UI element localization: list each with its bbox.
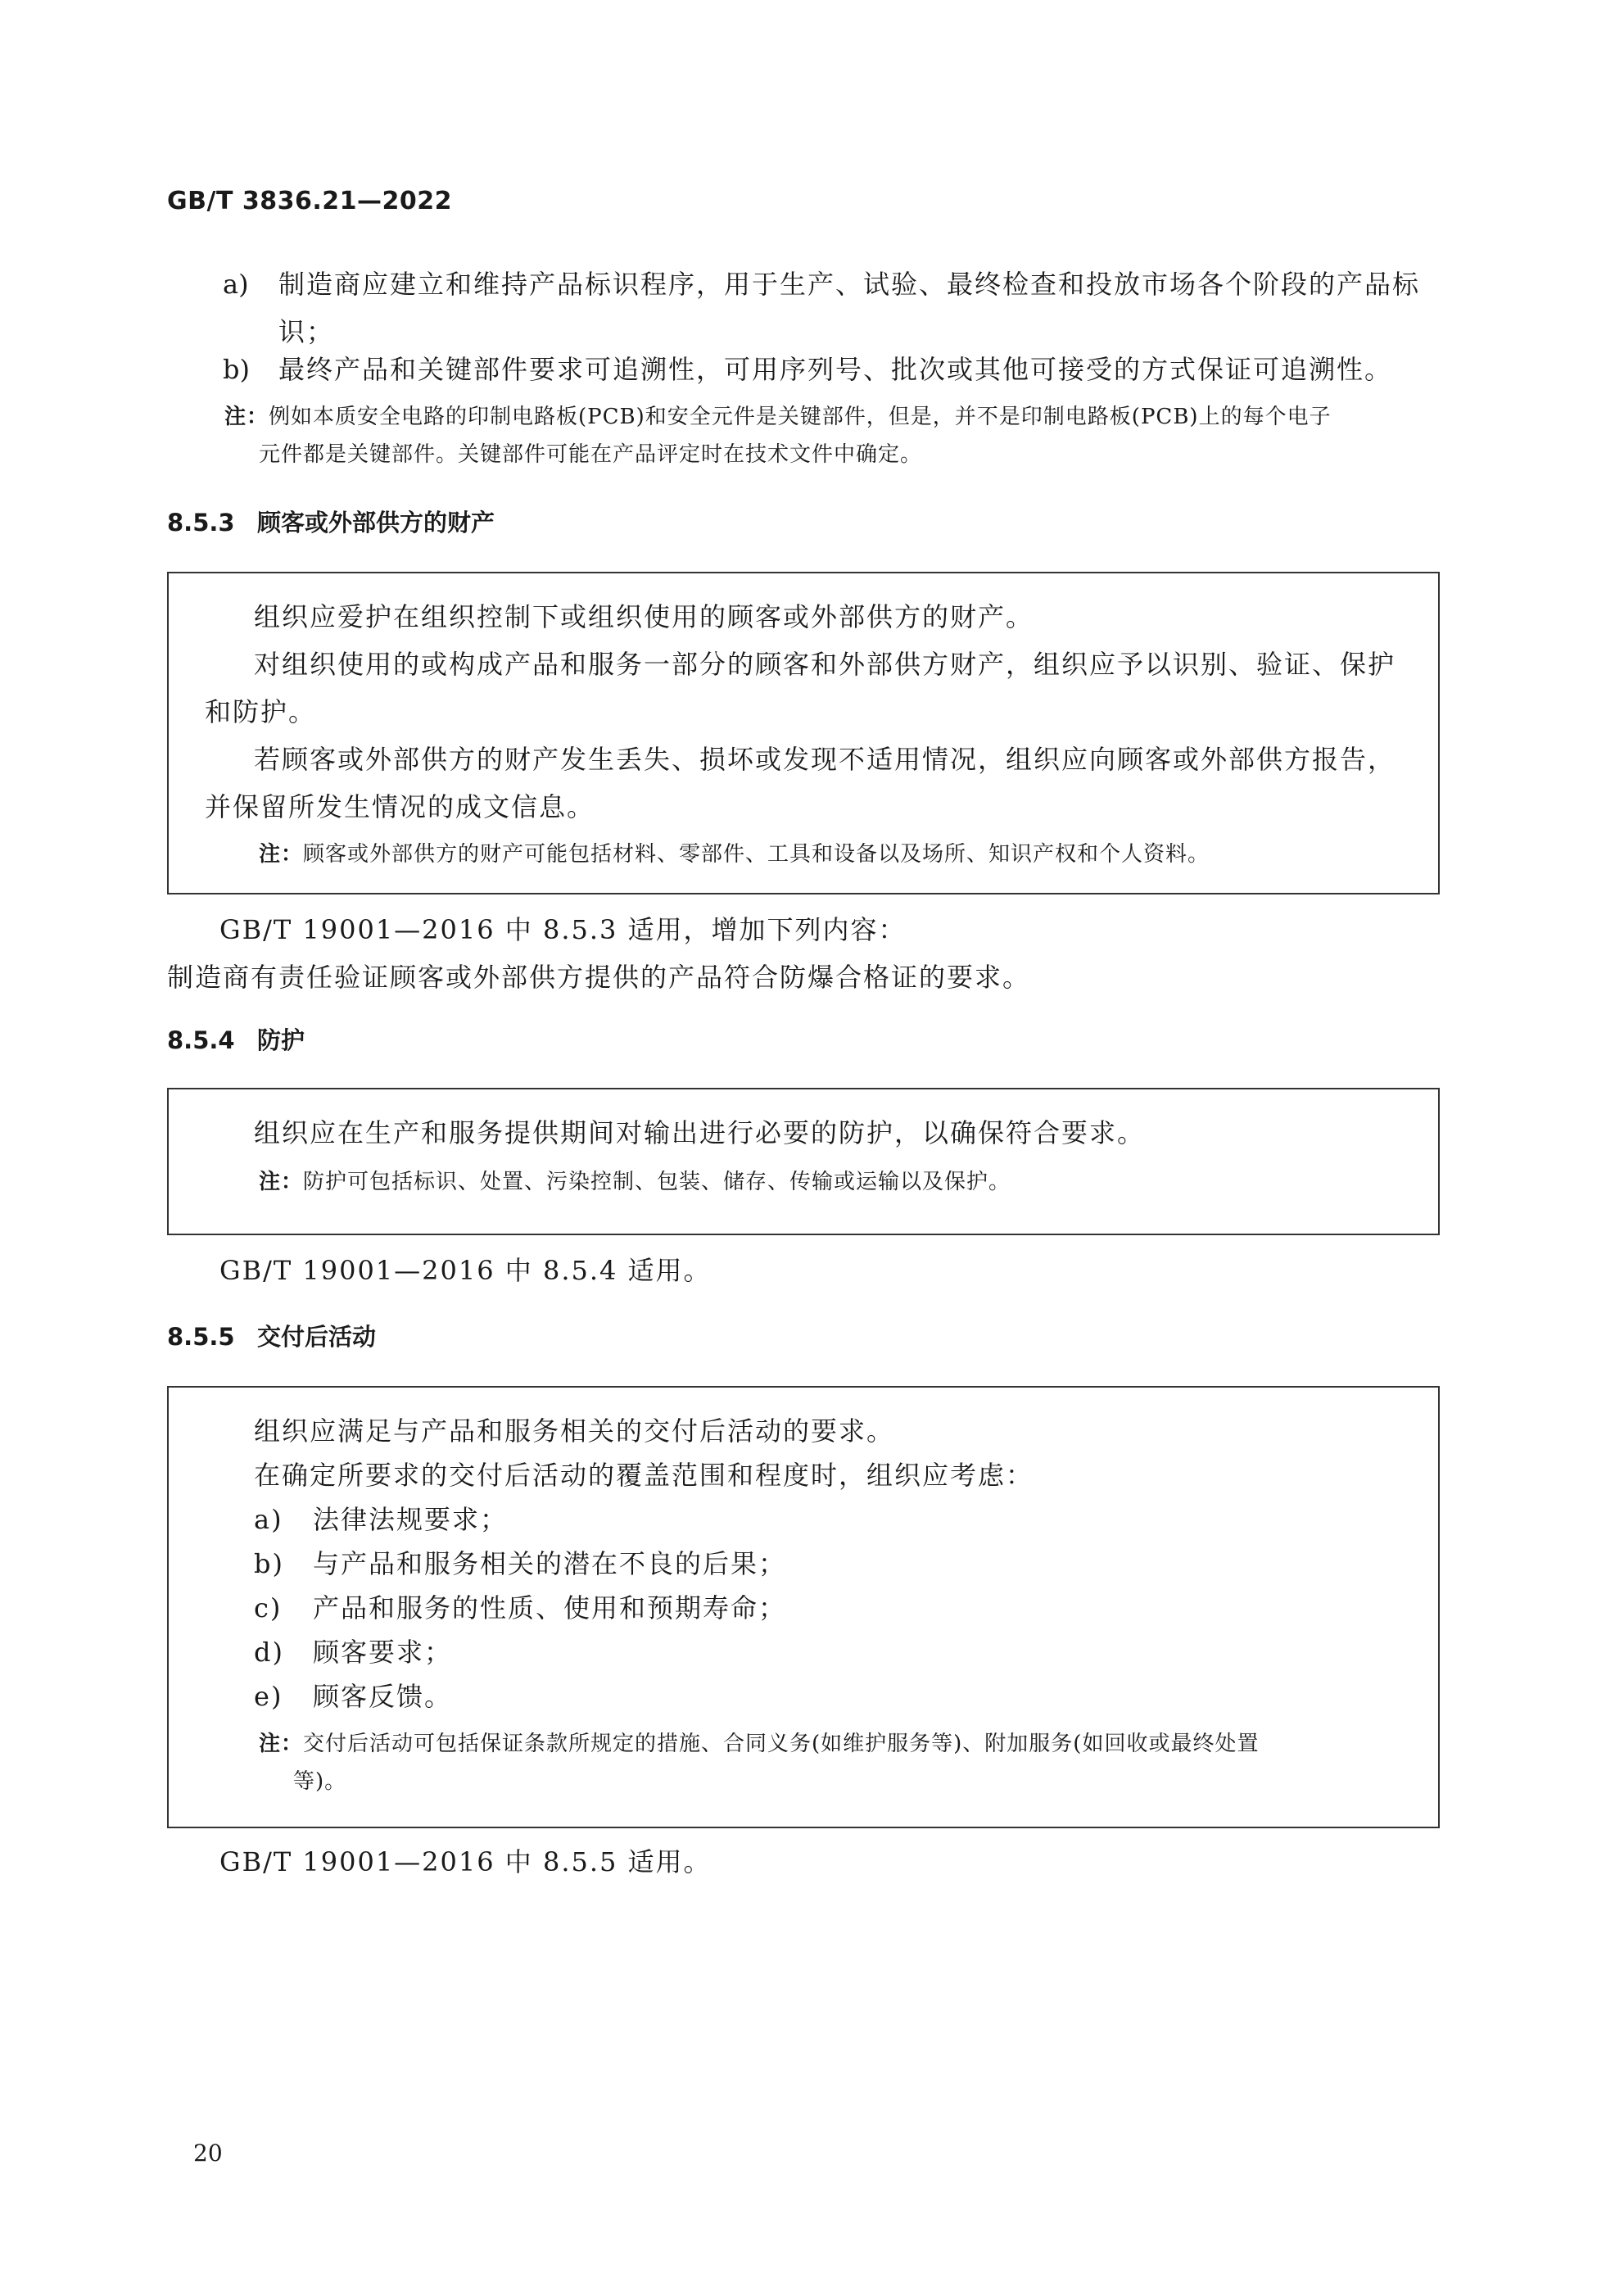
- note-label: 注：: [224, 405, 269, 429]
- list-item-label: c): [254, 1592, 283, 1624]
- list-item-label: a): [223, 269, 249, 300]
- note-continuation: 等)。: [293, 1769, 347, 1794]
- list-item-label: a): [254, 1504, 283, 1535]
- box-note: [259, 1725, 1259, 1763]
- note-label: 注：: [259, 1170, 304, 1194]
- list-item: [223, 346, 1443, 393]
- note-text: 顾客或外部供方的财产可能包括材料、零部件、工具和设备以及场所、知识产权和个人资料。: [303, 842, 1210, 867]
- quoted-requirement-box: [167, 1386, 1440, 1828]
- list-item: [254, 1496, 508, 1543]
- box-paragraph-continuation: 和防护。: [205, 696, 317, 727]
- quoted-requirement-box: [167, 572, 1440, 894]
- quoted-requirement-box: [167, 1088, 1440, 1235]
- note-text: 防护可包括标识、处置、污染控制、包装、储存、传输或运输以及保护。: [303, 1170, 1011, 1194]
- note-continuation: 元件都是关键部件。关键部件可能在产品评定时在技术文件中确定。: [259, 442, 923, 467]
- list-item-text: 顾客要求；: [313, 1637, 453, 1668]
- list-item-label: b): [254, 1548, 284, 1579]
- box-paragraph: 组织应爱护在组织控制下或组织使用的顾客或外部供方的财产。: [254, 601, 1034, 632]
- list-item: [254, 1673, 452, 1720]
- box-note: [259, 836, 1210, 873]
- box-paragraph: 若顾客或外部供方的财产发生丢失、损坏或发现不适用情况，组织应向顾客或外部供方报告，: [254, 744, 1396, 775]
- note-label: 注：: [259, 1732, 304, 1756]
- box-paragraph: 组织应满足与产品和服务相关的交付后活动的要求。: [254, 1415, 895, 1447]
- box-paragraph-continuation: 并保留所发生情况的成文信息。: [205, 791, 595, 822]
- list-item-text: 与产品和服务相关的潜在不良的后果；: [313, 1548, 787, 1579]
- list-item-label: b): [223, 354, 250, 385]
- box-paragraph: 在确定所要求的交付后活动的覆盖范围和程度时，组织应考虑：: [254, 1460, 1034, 1491]
- applicability-line: GB/T 19001—2016 中 8.5.4 适用。: [219, 1255, 712, 1286]
- section-number: 8.5.5: [167, 1323, 235, 1351]
- list-item-label: e): [254, 1681, 283, 1712]
- box-paragraph: 组织应在生产和服务提供期间对输出进行必要的防护，以确保符合要求。: [254, 1117, 1146, 1148]
- list-item-text: 制造商应建立和维持产品标识程序，用于生产、试验、最终检查和投放市场各个阶段的产品标识；: [278, 269, 1421, 347]
- list-item: [223, 260, 1443, 355]
- box-note: [259, 1163, 1011, 1201]
- note-label: 注：: [259, 842, 304, 867]
- list-item: [254, 1540, 786, 1587]
- section-title: 交付后活动: [257, 1323, 377, 1351]
- section-heading-8-5-5: [167, 1319, 376, 1352]
- page-number: 20: [193, 2140, 223, 2167]
- note-text: 交付后活动可包括保证条款所规定的措施、合同义务(如维护服务等)、附加服务(如回收或最终处置: [303, 1732, 1260, 1756]
- list-item-text: 最终产品和关键部件要求可追溯性，可用序列号、批次或其他可接受的方式保证可追溯性。: [278, 354, 1393, 385]
- list-item: [254, 1628, 452, 1676]
- standard-number: GB/T 3836.21—2022: [167, 187, 452, 215]
- note-text: 例如本质安全电路的印制电路板(PCB)和安全元件是关键部件，但是，并不是印制电路板(PCB)上的每个电子: [269, 405, 1332, 429]
- box-paragraph: 对组织使用的或构成产品和服务一部分的顾客和外部供方财产，组织应予以识别、验证、保护: [254, 649, 1396, 680]
- section-heading-8-5-3: [167, 505, 495, 538]
- list-item-label: d): [254, 1637, 284, 1668]
- additional-requirement: 制造商有责任验证顾客或外部供方提供的产品符合防爆合格证的要求。: [167, 962, 1031, 993]
- note: [224, 398, 1332, 436]
- list-item-text: 产品和服务的性质、使用和预期寿命；: [313, 1592, 787, 1624]
- section-title: 防护: [257, 1026, 305, 1054]
- applicability-line: GB/T 19001—2016 中 8.5.3 适用，增加下列内容：: [219, 914, 907, 945]
- applicability-line: GB/T 19001—2016 中 8.5.5 适用。: [219, 1846, 712, 1877]
- list-item-text: 法律法规要求；: [313, 1504, 509, 1535]
- section-number: 8.5.4: [167, 1026, 235, 1054]
- section-title: 顾客或外部供方的财产: [257, 509, 495, 537]
- section-heading-8-5-4: [167, 1022, 305, 1056]
- list-item: [254, 1584, 786, 1632]
- list-item-text: 顾客反馈。: [313, 1681, 453, 1712]
- section-number: 8.5.3: [167, 509, 235, 537]
